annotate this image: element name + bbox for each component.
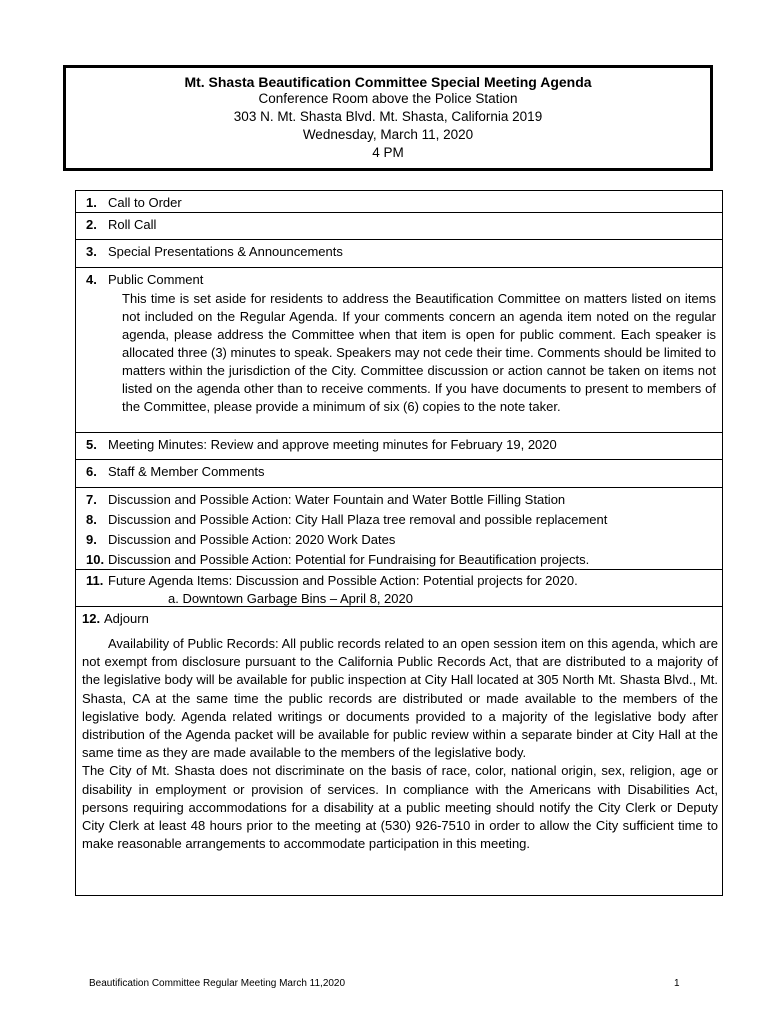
item-text: Adjourn (104, 611, 149, 626)
item-text: Public Comment (108, 272, 204, 287)
item-number: 9. (86, 532, 97, 547)
agenda-row (76, 433, 722, 460)
agenda-row (76, 213, 722, 240)
item-number: 5. (86, 437, 97, 452)
item-number: 10. (86, 552, 105, 567)
item-number: 8. (86, 512, 97, 527)
agenda-item-4 (86, 270, 716, 290)
agenda-row (76, 488, 722, 570)
agenda-item-2 (86, 215, 716, 235)
meeting-time: 4 PM (372, 145, 404, 160)
agenda-item-8 (86, 510, 716, 530)
public-comment-text: This time is set aside for residents to address the Beautification Committee on matters listed on items not included on the Regular Agenda. If your comments concern an agenda item noted on the regular agenda, please address the Committee when that item is open for public comment. Each speaker is allocated three (3) minutes to speak. Speakers may not cede their time. Comments should be limited to matters within the jurisdiction of the City. Committee discussion or action cannot be taken on items not listed on the agenda other than to receive comments. If you have documents to present to members of the Committee, please provide a minimum of six (6) copies to the note taker. (122, 291, 716, 414)
footer-text: Beautification Committee Regular Meeting March 11,2020 (89, 978, 346, 989)
agenda-item-7 (86, 490, 716, 510)
agenda-item-5 (86, 435, 716, 455)
agenda-row (76, 240, 722, 268)
item-text: Special Presentations & Announcements (108, 244, 343, 259)
item-text: Meeting Minutes: Review and approve meeting minutes for February 19, 2020 (108, 437, 557, 452)
item-number: 7. (86, 492, 97, 507)
item-number: 11. (86, 573, 104, 588)
agenda-row (76, 607, 722, 855)
agenda-row (76, 191, 722, 213)
item-text: Discussion and Possible Action: City Hall Plaza tree removal and possible replacement (108, 512, 608, 527)
item-text: Roll Call (108, 217, 157, 232)
agenda-row (76, 460, 722, 488)
item-number: 4. (86, 272, 97, 287)
item-number: 1. (86, 195, 97, 210)
agenda-item-12 (82, 609, 716, 629)
agenda-row (76, 570, 722, 607)
agenda-item-6 (86, 462, 716, 482)
item-text: Discussion and Possible Action: 2020 Work Dates (108, 532, 396, 547)
item-text: Call to Order (108, 195, 182, 210)
notices (82, 635, 718, 853)
agenda-table (75, 190, 723, 896)
agenda-item-9 (86, 530, 716, 550)
meeting-date: Wednesday, March 11, 2020 (302, 127, 474, 142)
agenda-sub-item: a. Downtown Garbage Bins – April 8, 2020 (168, 591, 413, 606)
public-records-notice: Availability of Public Records: All public records related to an open session item on this agenda, which are not exempt from disclosure pursuant to the California Public Records Act, that are distributed to a majority of the legislative body will be available for public inspection at City Hall located at 305 North Mt. Shasta Blvd., Mt. Shasta, CA at the same time the public records are distributed or made available to the members of the legislative body. Agenda related writings or documents provided to a majority of the legislative body after distribution of the Agenda packet will be available for public review within a separate binder at City Hall at the same time as they are made available to the members of the legislative body. (82, 636, 718, 761)
agenda-header (63, 65, 713, 171)
meeting-address: 303 N. Mt. Shasta Blvd. Mt. Shasta, California 2019 (233, 109, 543, 124)
agenda-item-11 (86, 572, 716, 590)
item-number: 6. (86, 464, 97, 479)
item-text: Discussion and Possible Action: Potential for Fundraising for Beautification projects. (108, 552, 590, 567)
page-title: Mt. Shasta Beautification Committee Special Meeting Agenda (184, 74, 592, 90)
meeting-location: Conference Room above the Police Station (258, 91, 518, 106)
agenda-row (76, 268, 722, 433)
item-text: Future Agenda Items: Discussion and Possible Action: Potential projects for 2020. (108, 573, 578, 588)
item-number: 2. (86, 217, 97, 232)
ada-notice: The City of Mt. Shasta does not discriminate on the basis of race, color, national origin, sex, religion, age or disability in employment or provision of services. In compliance with the Americans with Disabilities Act, persons requiring accommodations for a disability at a public meeting should notify the City Clerk or Deputy City Clerk at least 48 hours prior to the meeting at (530) 926-7510 in order to allow the City sufficient time to make reasonable arrangements to accommodate participation in this meeting. (82, 763, 718, 852)
item-number: 3. (86, 244, 97, 259)
page-number: 1 (674, 978, 680, 989)
agenda-item-1 (86, 193, 716, 213)
agenda-item-3 (86, 242, 716, 262)
agenda-item-10 (86, 550, 716, 570)
item-text: Discussion and Possible Action: Water Fountain and Water Bottle Filling Station (108, 492, 566, 507)
item-text: Staff & Member Comments (108, 464, 265, 479)
item-number: 12. (82, 611, 101, 626)
